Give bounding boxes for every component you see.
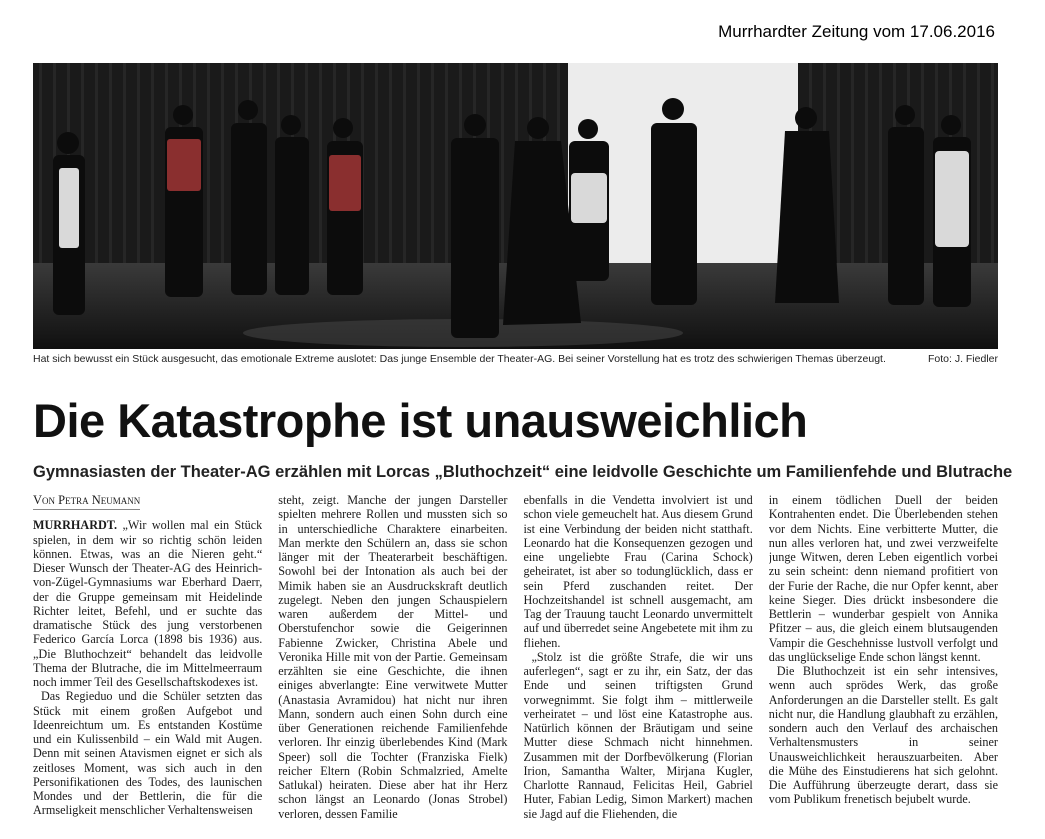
paragraph: „Stolz ist die größte Strafe, die wir uns auferlegen“, sagt er zu ihr, ein Satz, der das Ende und seinen triftigsten Grund vorwegnimmt. Sie folgt ihm – mittlerweile verheiratet – und löst eine Katastrophe aus. Natürlich können der Bräutigam und seine Mutter diese Schmach nicht hinnehmen. Zusammen mit der Dorfbevölkerung (Florian Irion, Samantha Walter, Mirjana Kugler, Charlotte Rannaud, Felicitas Heil, Gabriel Huter, Fabian Ledig, Simon Markert) machen sie Jagd auf die Fliehenden, die [523,649,753,821]
article-body [33,493,998,833]
paragraph: in einem tödlichen Duell der beiden Kontrahenten endet. Die Überlebenden stehen vor dem Nichts. Eine verbitterte Mutter, die nun alles verloren hat, und zwei verzweifelte junge Witwen, deren Leben eigentlich vorbei zu sein scheint: denn niemand profitiert von der Furie der Rache, die nur Opfer kennt, aber keine Sieger. Dies drückt insbesondere die Bettlerin – wunderbar gespielt von Annika Pfitzer – aus, die gleich einem blutsaugenden Vampir die Geschehnisse lustvoll verfolgt und das unglückselige Ende schon längst kennt. [768,493,998,664]
photo-caption [33,353,998,365]
paragraph: steht, zeigt. Manche der jungen Darsteller spielten mehrere Rollen und mussten sich so in unterschiedliche Charaktere einarbeiten. Man merkte den Schülern an, dass sie schon länger mit der Theaterarbeit beschäftigen. Sowohl bei der Intonation als auch bei der Mimik haben sie an Ausdruckskraft deutlich zugelegt. Neben den jungen Schauspielern waren außerdem der Mittel- und Oberstufenchor sowie die Geigerinnen Fabienne Zwicker, Christina Abele und Veronika Hille mit von der Partie. Gemeinsam erzählten sie eine Geschichte, die ihnen einiges abverlangte: Eine verwitwete Mutter (Anastasia Avramidou) hat nicht nur ihren Mann, sondern auch einen Sohn durch eine über Generationen reichende Familienfehde verloren. Ihr einzig überlebendes Kind (Mark Speer) soll die Tochter (Franziska Fielk) reicher Eltern (Robin Schmalzried, Amelte Satlukal) heiraten. Diese aber hat ihr Herz schon längst an Leonardo (Jonas Strobel) verloren, dessen Familie [278,493,508,821]
headline: Die Katastrophe ist unausweichlich [33,394,808,447]
paragraph-text: „Wir wollen mal ein Stück spielen, in dem wir so richtig schön leiden können. Etwas, was an die Nieren geht.“ Dieser Wunsch der Theater-AG des Heinrich-von-Zügel-Gymnasiums war Eberhard Daerr, der die Gruppe gemeinsam mit Heidelinde Richter leitet, Befehl, und er suchte das dramatische Stück des jung verstorbenen Federico García Lorca (1898 bis 1936) aus. „Die Bluthochzeit“ behandelt das leidvolle Thema der Blutrache, die im Mittelmeerraum noch immer Teil des Gesellschaftskodexes ist. [33,518,263,689]
paragraph: Die Bluthochzeit ist ein sehr intensives, wenn auch sprödes Werk, das große Anforderungen an die Darsteller stellt. Es galt nicht nur, die Handlung glaubhaft zu erzählen, sondern auch den Verlauf des archaischen Verhaltensmusters in seiner Unausweichlichkeit herauszuarbeiten. Aber die Mühe des Einstudierens hat sich gelohnt. Die Aufführung überzeugte derart, dass sie vom Publikum frenetisch bejubelt wurde. [768,664,998,807]
newspaper-source-date: Murrhardter Zeitung vom 17.06.2016 [718,22,995,41]
article-column-1 [33,493,262,833]
stage-photo-illustration [33,63,998,349]
article-column-3 [524,493,753,833]
byline: Von Petra Neumann [33,493,140,510]
dateline: MURRHARDT. [33,518,118,533]
photo-credit: Foto: J. Fiedler [927,353,998,365]
subheadline: Gymnasiasten der Theater-AG erzählen mit Lorcas „Bluthochzeit“ eine leidvolle Geschichte um Familienfehde und Blutrache [33,463,1013,481]
stage-photo [33,63,998,349]
paragraph: ebenfalls in die Vendetta involviert ist und schon viele gemeuchelt hat. Aus diesem Grund ist eine Verbindung der beiden nicht statthaft. Leonardo hat die Konsequenzen gezogen und eine ungeliebte Frau (Carina Schock) geheiratet, ist aber so todunglücklich, dass er sein Pferd zuschanden reitet. Der Hochzeitshandel ist schnell ausgemacht, am Tag der Trauung taucht Leonardo unvermittelt auf und überredet seine Angebetete mit ihm zu fliehen. [523,493,753,650]
article-column-2 [278,493,507,833]
caption-text: Hat sich bewusst ein Stück ausgesucht, das emotionale Extreme auslotet: Das junge Ensemble der Theater-AG. Bei seiner Vorstellung hat es trotz des schwierigen Themas überzeugt. [33,353,886,365]
paragraph [33,518,262,689]
article-column-4 [769,493,998,833]
paragraph: Das Regieduo und die Schüler setzten das Stück mit einem großen Aufgebot und Ideenreichtum um. Es entstanden Kostüme und ein Kulissenbild – ein Wald mit Augen. Denn mit seinen Atavismen eignet er sich als zeitloses Moment, was sich auch in den Personifikationen des Todes, des launischen Mondes und der Bettlerin, die für die Armseligkeit menschlicher Verhaltensweisen [33,689,263,818]
